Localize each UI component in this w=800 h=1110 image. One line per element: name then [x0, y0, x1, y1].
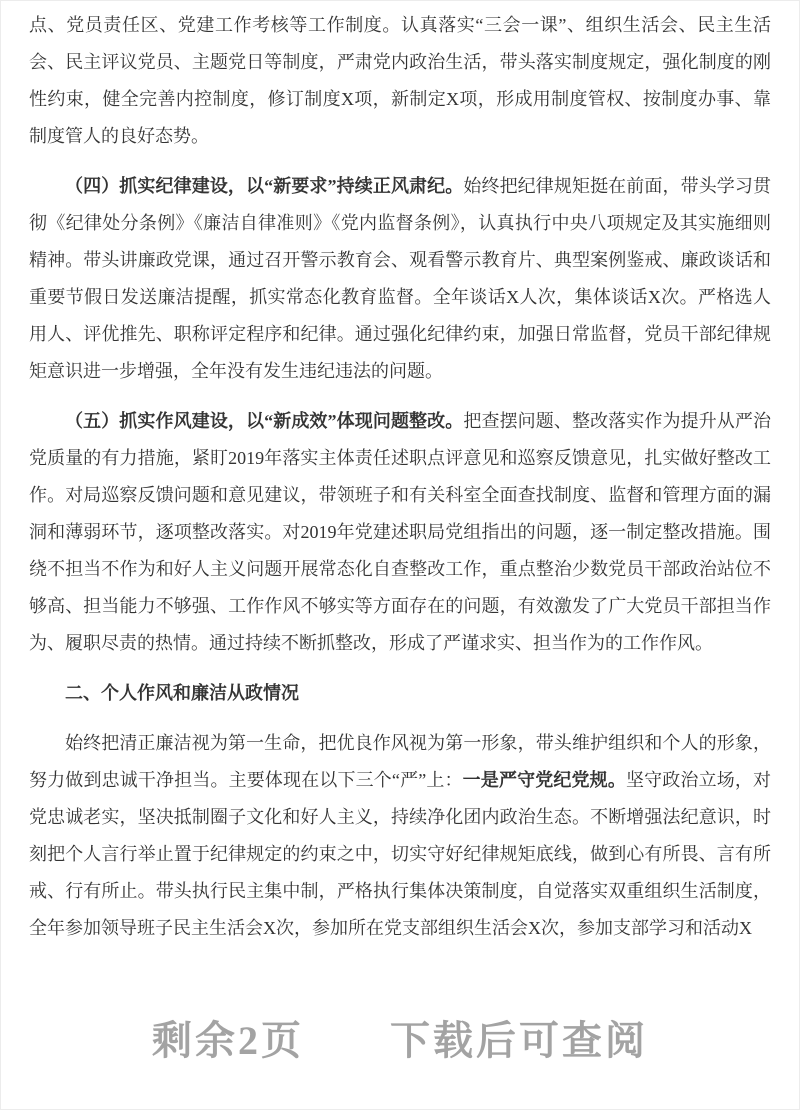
paragraph-lead-bold: （四）抓实纪律建设，以“新要求”持续正风肃纪。: [65, 176, 464, 196]
paragraph-text: 始终把清正廉洁视为第一生命，把优良作风视为第一形象，带头维护组织和个人的形象，努力做到忠诚干净担当。主要体现在以下三个“严”上：: [29, 733, 771, 790]
paragraph-inline-bold: 一是严守党纪党规。: [462, 770, 626, 790]
section-heading-text: 二、个人作风和廉洁从政情况: [65, 683, 299, 703]
paragraph-personal-conduct: [29, 725, 771, 947]
paragraph-text: 始终把纪律规矩挺在前面，带头学习贯彻《纪律处分条例》《廉洁自律准则》《党内监督条例》，认真执行中央八项规定及其实施细则精神。带头讲廉政党课，通过召开警示教育会、观看警示教育片、典型案例鉴戒、廉政谈话和重要节假日发送廉洁提醒，抓实常态化教育监督。全年谈话X人次，集体谈话X次。严格选人用人、评优推先、职称评定程序和纪律。通过强化纪律约束，加强日常监督，党员干部纪律规矩意识进一步增强，全年没有发生违纪违法的问题。: [29, 176, 771, 381]
paragraph-text: 点、党员责任区、党建工作考核等工作制度。认真落实“三会一课”、组织生活会、民主生活会、民主评议党员、主题党日等制度，严肃党内政治生活，带头落实制度规定，强化制度的刚性约束，健全完善内控制度，修订制度X项，新制定X项，形成用制度管权、按制度办事、靠制度管人的良好态势。: [29, 15, 771, 146]
section-heading-personal-conduct: [29, 675, 771, 712]
paragraph-text: 坚守政治立场，对党忠诚老实，坚决抵制圈子文化和好人主义，持续净化团内政治生态。不断增强法纪意识，时刻把个人言行举止置于纪律规定的约束之中，切实守好纪律规矩底线，做到心有所畏、言有所戒、行有所止。带头执行民主集中制，严格执行集体决策制度，自觉落实双重组织生活制度，全年参加领导班子民主生活会X次，参加所在党支部组织生活会X次，参加支部学习和活动X: [29, 770, 772, 938]
paragraph-lead-bold: （五）抓实作风建设，以“新成效”体现问题整改。: [65, 411, 464, 431]
paragraph-workstyle-building: [29, 403, 771, 662]
remaining-pages-watermark: 剩余2页 下载后可查阅: [152, 1018, 648, 1063]
paragraph-text: 把查摆问题、整改落实作为提升从严治党质量的有力措施，紧盯2019年落实主体责任述职点评意见和巡察反馈意见，扎实做好整改工作。对局巡察反馈问题和意见建议，带领班子和有关科室全面查找制度、监督和管理方面的漏洞和薄弱环节，逐项整改落实。对2019年党建述职局党组指出的问题，逐一制定整改措施。围绕不担当不作为和好人主义问题开展常态化自查整改工作，重点整治少数党员干部政治站位不够高、担当能力不够强、工作作风不够实等方面存在的问题，有效激发了广大党员干部担当作为、履职尽责的热情。通过持续不断抓整改，形成了严谨求实、担当作为的工作作风。: [29, 411, 771, 653]
paragraph-discipline-building: [29, 168, 771, 390]
paragraph-continuation: [29, 7, 771, 155]
document-content: [1, 1, 799, 947]
